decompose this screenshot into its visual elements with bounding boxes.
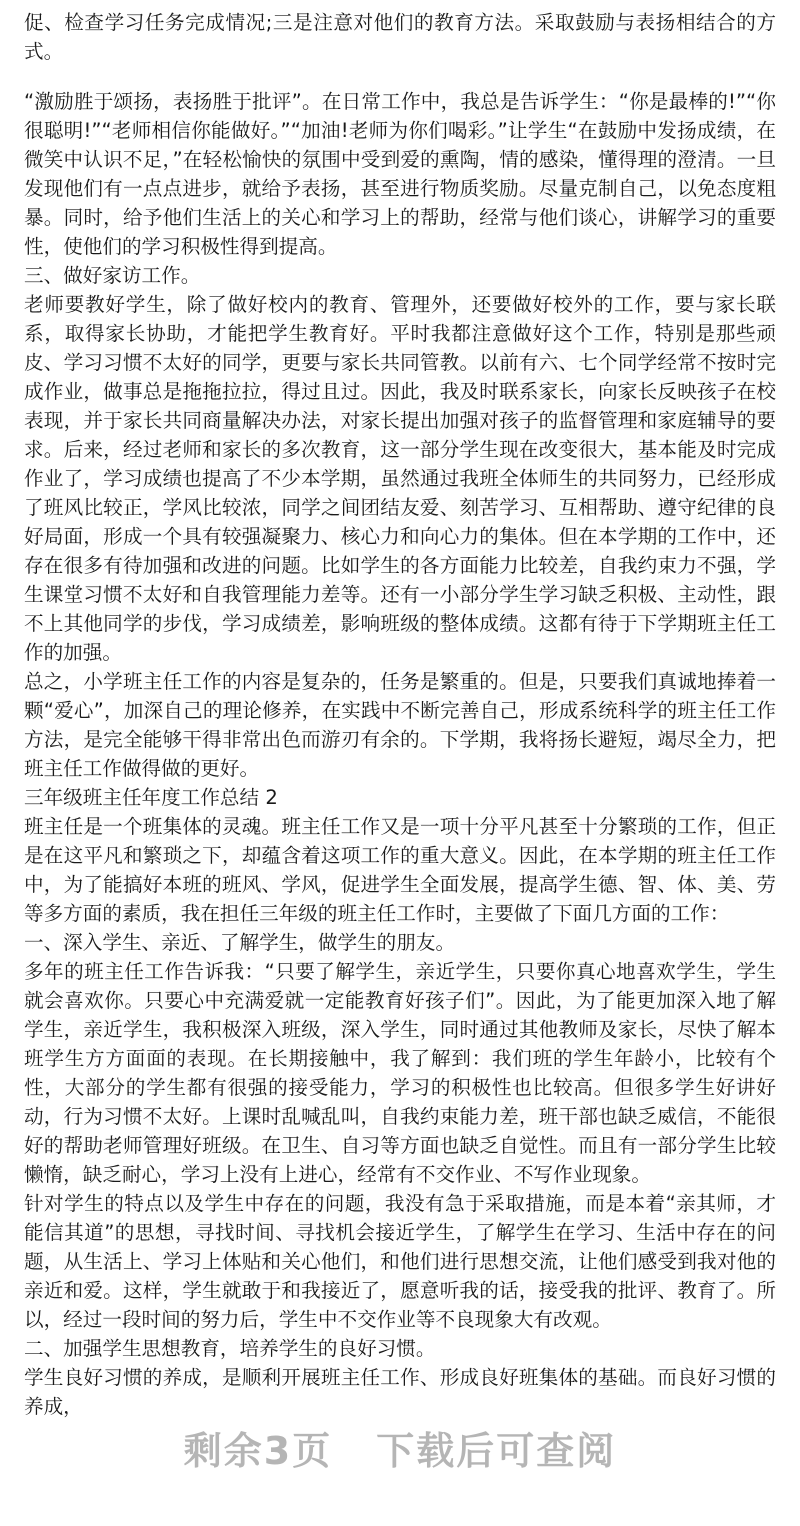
paragraph: 总之，小学班主任工作的内容是复杂的，任务是繁重的。但是，只要我们真诚地捧着一颗“爱心”，加深自己的理论修养，在实践中不断完善自己，形成系统科学的班主任工作方法，是完全能够干得非常出色而游刃有余的。下学期，我将扬长避短，竭尽全力，把班主任工作做得做的更好。 (24, 670, 776, 780)
remaining-pages-label: 剩余3页 (183, 1429, 333, 1473)
paragraph: 促、检查学习任务完成情况;三是注意对他们的教育方法。采取鼓励与表扬相结合的方式。 (24, 11, 776, 63)
document-top-line (24, 8, 776, 66)
paragraph: 针对学生的特点以及学生中存在的问题，我没有急于采取措施，而是本着“亲其师，才能信其道”的思想，寻找时间、寻找机会接近学生，了解学生在学习、生活中存在的问题，从生活上、学习上体贴和关心他们，和他们进行思想交流，让他们感受到我对他的亲近和爱。这样，学生就敢于和我接近了，愿意听我的话，接受我的批评、教育了。所以，经过一段时间的努力后，学生中不交作业等不良现象大有改观。 (24, 1192, 776, 1331)
paragraph: 学生良好习惯的养成，是顺利开展班主任工作、形成良好班集体的基础。而良好习惯的养成， (24, 1366, 776, 1418)
paragraph: “激励胜于颂扬，表扬胜于批评”。在日常工作中，我总是告诉学生：“你是最棒的!”“你很聪明!”“老师相信你能做好。”“加油!老师为你们喝彩。”让学生“在鼓励中发扬成绩，在微笑中认识不足，”在轻松愉快的氛围中受到爱的熏陶，情的感染，懂得理的澄清。一旦发现他们有一点点进步，就给予表扬，甚至进行物质奖励。尽量克制自己，以免态度粗暴。同时，给予他们生活上的关心和学习上的帮助，经常与他们谈心，讲解学习的重要性，使他们的学习积极性得到提高。 (24, 90, 776, 258)
document-title: 三年级班主任年度工作总结 2 (24, 786, 278, 809)
section-heading: 一、深入学生、亲近、了解学生，做学生的朋友。 (24, 931, 456, 954)
section-heading: 三、做好家访工作。 (24, 264, 201, 287)
paragraph: 班主任是一个班集体的灵魂。班主任工作又是一项十分平凡甚至十分繁琐的工作，但正是在这平凡和繁琐之下，却蕴含着这项工作的重大意义。因此，在本学期的班主任工作中，为了能搞好本班的班风、学风，促进学生全面发展，提高学生德、智、体、美、劳等多方面的素质，我在担任三年级的班主任工作时，主要做了下面几方面的工作： (24, 815, 776, 925)
download-prompt[interactable] (0, 1420, 800, 1475)
download-hint-label: 下载后可查阅 (376, 1429, 617, 1473)
section-heading: 二、加强学生思想教育，培养学生的良好习惯。 (24, 1337, 436, 1360)
paragraph: 老师要教好学生，除了做好校内的教育、管理外，还要做好校外的工作，要与家长联系，取得家长协助，才能把学生教育好。平时我都注意做好这个工作，特别是那些顽皮、学习习惯不太好的同学，更要与家长共同管教。以前有六、七个同学经常不按时完成作业，做事总是拖拖拉拉，得过且过。因此，我及时联系家长，向家长反映孩子在校表现，并于家长共同商量解决办法，对家长提出加强对孩子的监督管理和家庭辅导的要求。后来，经过老师和家长的多次教育，这一部分学生现在改变很大，基本能及时完成作业了，学习成绩也提高了不少本学期，虽然通过我班全体师生的共同努力，已经形成了班风比较正，学风比较浓，同学之间团结友爱、刻苦学习、互相帮助、遵守纪律的良好局面，形成一个具有较强凝聚力、核心力和向心力的集体。但在本学期的工作中，还存在很多有待加强和改进的问题。比如学生的各方面能力比较差，自我约束力不强，学生课堂习惯不太好和自我管理能力差等。还有一小部分学生学习缺乏积极、主动性，跟不上其他同学的步伐，学习成绩差，影响班级的整体成绩。这都有待于下学期班主任工作的加强。 (24, 293, 776, 664)
paragraph: 多年的班主任工作告诉我：“只要了解学生，亲近学生，只要你真心地喜欢学生，学生就会喜欢你。只要心中充满爱就一定能教育好孩子们”。因此，为了能更加深入地了解学生，亲近学生，我积极深入班级，深入学生，同时通过其他教师及家长，尽快了解本班学生方方面面的表现。在长期接触中，我了解到：我们班的学生年龄小，比较有个性，大部分的学生都有很强的接受能力，学习的积极性也比较高。但很多学生好讲好动，行为习惯不太好。上课时乱喊乱叫，自我约束能力差，班干部也缺乏威信，不能很好的帮助老师管理好班级。在卫生、自习等方面也缺乏自觉性。而且有一部分学生比较懒惰，缺乏耐心，学习上没有上进心，经常有不交作业、不写作业现象。 (24, 960, 776, 1186)
document-body (24, 87, 776, 1421)
